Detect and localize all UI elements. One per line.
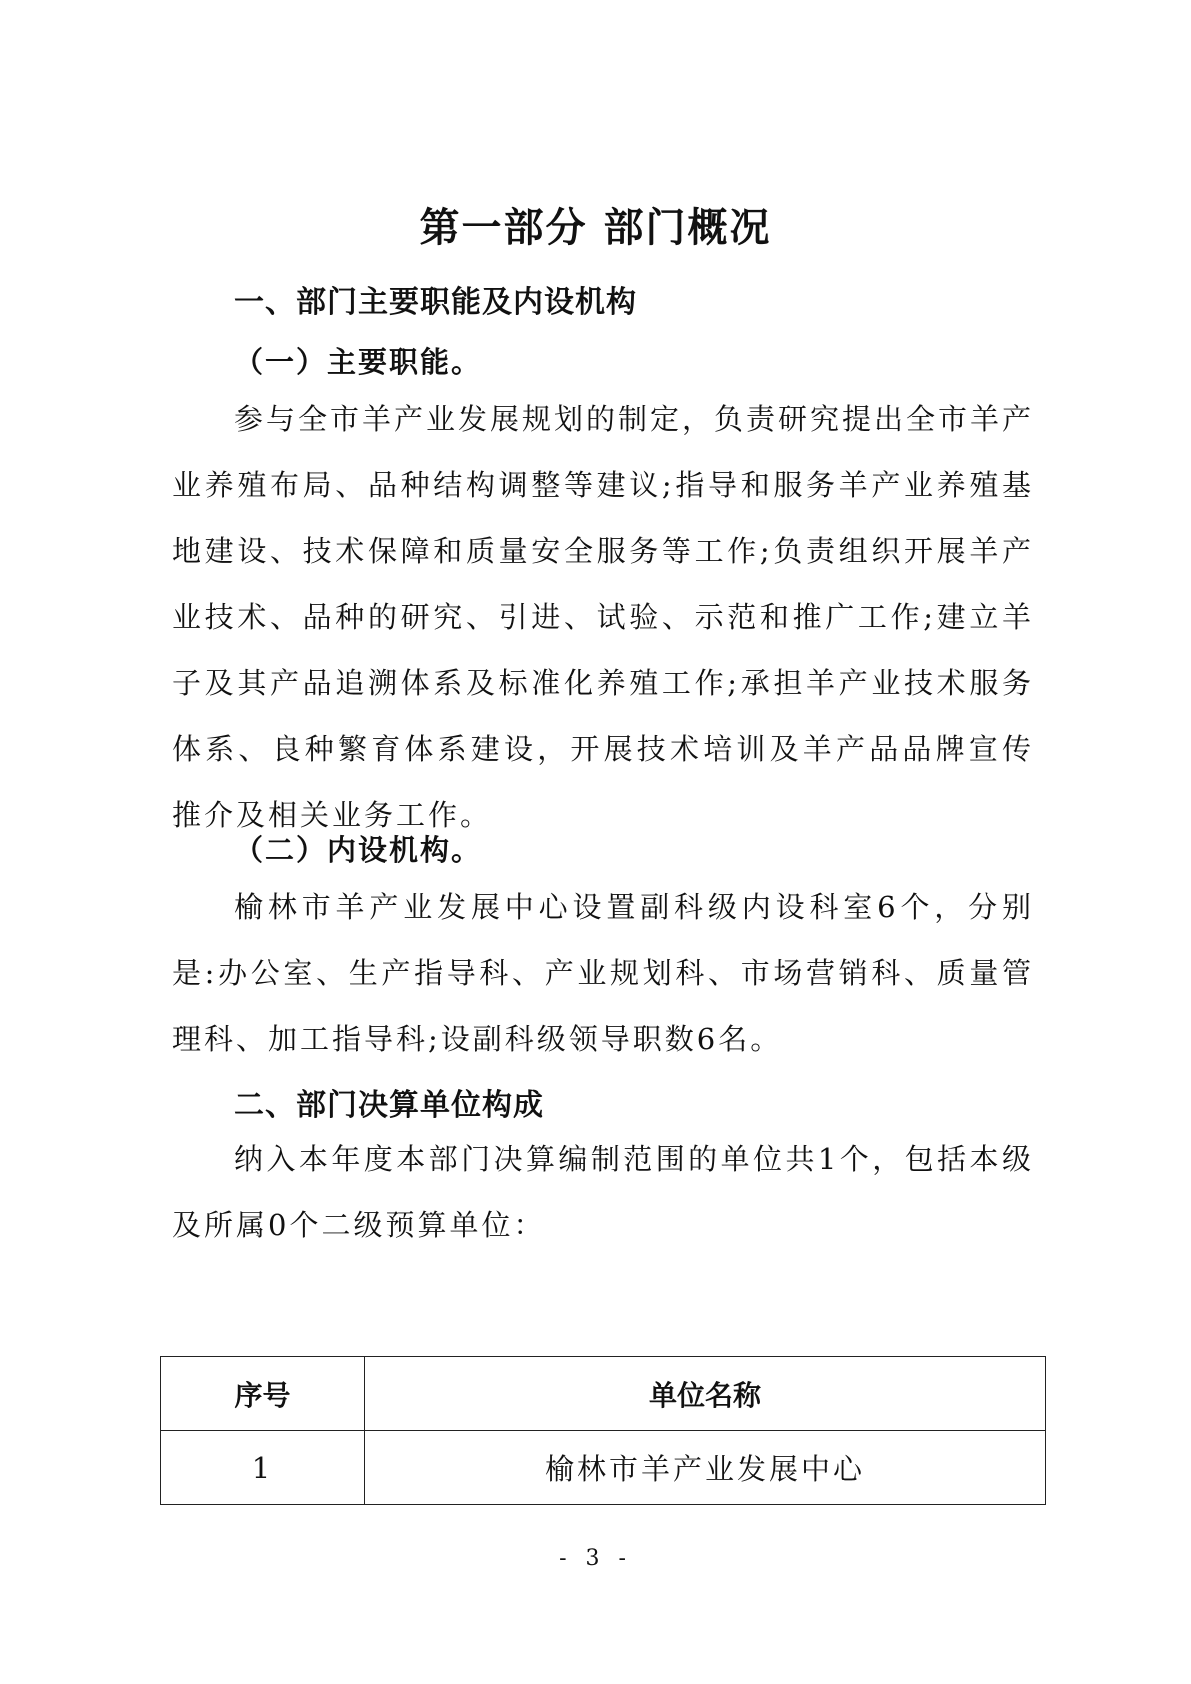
page-title: 第一部分 部门概况	[419, 205, 772, 251]
section-heading-functions: 一、部门主要职能及内设机构	[234, 285, 637, 320]
column-header-index: 序号	[161, 1357, 365, 1431]
subsection-heading-internal-structure: （二）内设机构。	[234, 833, 483, 867]
subsection-heading-main-functions: （一）主要职能。	[234, 345, 483, 379]
table-cell-unit-name: 榆林市羊产业发展中心	[365, 1431, 1046, 1505]
table-header-row	[161, 1357, 1046, 1431]
section-heading-budget-units: 二、部门决算单位构成	[234, 1088, 544, 1123]
table-cell-index: 1	[161, 1431, 365, 1505]
paragraph-internal-structure: 榆林市羊产业发展中心设置副科级内设科室6个，分别是:办公室、生产指导科、产业规划科、市场营销科、质量管理科、加工指导科;设副科级领导职数6名。	[172, 890, 1034, 1056]
page-number: - 3 -	[559, 1546, 632, 1571]
column-header-unit-name: 单位名称	[365, 1357, 1046, 1431]
paragraph-budget-units: 纳入本年度本部门决算编制范围的单位共1个，包括本级及所属0个二级预算单位：	[172, 1142, 1034, 1242]
table-row	[161, 1431, 1046, 1505]
paragraph-main-functions: 参与全市羊产业发展规划的制定，负责研究提出全市羊产业养殖布局、品种结构调整等建议;指导和服务羊产业养殖基地建设、技术保障和质量安全服务等工作;负责组织开展羊产业技术、品种的研究、引进、试验、示范和推广工作;建立羊子及其产品追溯体系及标准化养殖工作;承担羊产业技术服务体系、良种繁育体系建设，开展技术培训及羊产品品牌宣传推介及相关业务工作。	[172, 402, 1035, 832]
budget-units-table	[160, 1356, 1046, 1505]
